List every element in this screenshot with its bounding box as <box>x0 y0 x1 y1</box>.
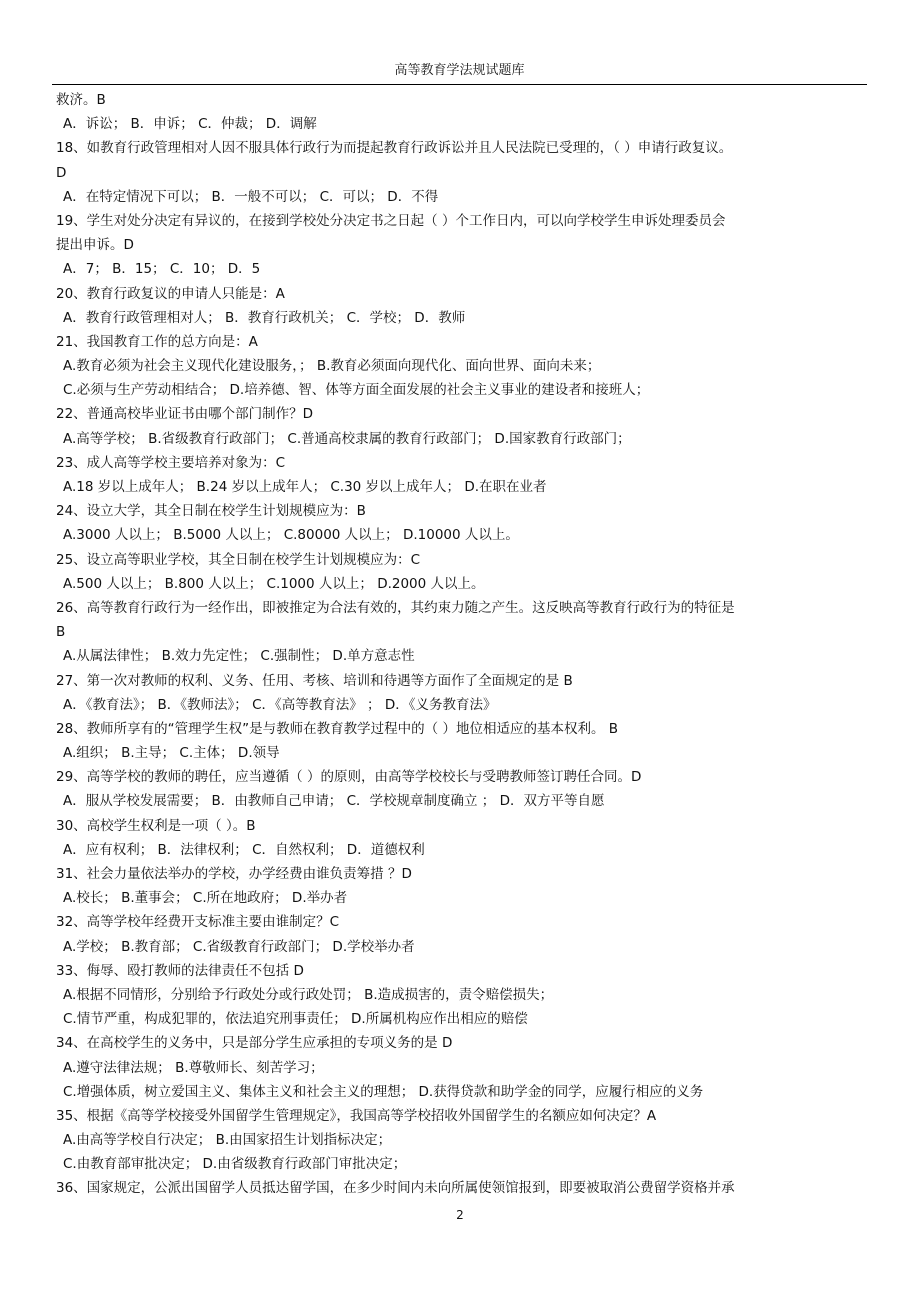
option-line: A．教育行政管理相对人； B．教育行政机关； C．学校； D．教师 <box>63 309 466 326</box>
question-line: 26、高等教育行政行为一经作出，即被推定为合法有效的，其约束力随之产生。这反映高等教育行政行为的特征是 <box>56 599 735 616</box>
option-line: C.情节严重，构成犯罪的，依法追究刑事责任； D.所属机构应作出相应的赔偿 <box>63 1011 528 1028</box>
page-header-title: 高等教育学法规试题库 <box>394 63 525 78</box>
option-line: A．《教育法》； B．《教师法》； C．《高等教育法》 ； D．《义务教育法》 <box>63 696 497 713</box>
option-line: C.由教育部审批决定； D.由省级教育行政部门审批决定； <box>63 1156 407 1173</box>
question-line: 25、设立高等职业学校，其全日制在校学生计划规模应为：C <box>56 551 421 568</box>
option-line: A.由高等学校自行决定； B.由国家招生计划指标决定； <box>63 1132 392 1149</box>
option-line: A.组织； B.主导； C.主体； D.领导 <box>63 745 280 762</box>
question-line: 22、普通高校毕业证书由哪个部门制作？D <box>56 406 314 423</box>
text-line: 救济。B <box>56 92 106 108</box>
option-line: A．服从学校发展需要； B．由教师自己申请； C．学校规章制度确立 ； D．双方平等自愿 <box>63 793 605 810</box>
question-line: 24、设立大学，其全日制在校学生计划规模应为：B <box>56 503 366 520</box>
question-line: 36、国家规定，公派出国留学人员抵达留学国，在多少时间内未向所属使领馆报到，即要被取消公费留学资格并承 <box>56 1180 735 1197</box>
header-rule <box>52 84 867 85</box>
option-line: A．7； B．15； C．10； D．5 <box>63 261 261 278</box>
question-line: 34、在高校学生的义务中，只是部分学生应承担的专项义务的是 D <box>56 1035 453 1052</box>
question-line: 29、高等学校的教师的聘任，应当遵循（ ）的原则，由高等学校校长与受聘教师签订聘任合同。D <box>56 769 642 786</box>
question-line: 33、侮辱、殴打教师的法律责任不包括 D <box>56 962 304 979</box>
question-line: 27、第一次对教师的权利、义务、任用、考核、培训和待遇等方面作了全面规定的是 B <box>56 672 573 689</box>
question-line: 28、教师所享有的“管理学生权”是与教师在教育教学过程中的（ ）地位相适应的基本权利。 B <box>56 720 619 737</box>
text-line: 提出申诉。D <box>56 237 134 254</box>
option-line: A.18 岁以上成年人； B.24 岁以上成年人； C.30 岁以上成年人； D.在职在业者 <box>63 479 547 495</box>
option-line: A.遵守法律法规； B.尊敬师长、刻苦学习； <box>63 1059 324 1076</box>
page-number: 2 <box>456 1208 464 1222</box>
document-body <box>56 88 868 1201</box>
text-line: B <box>56 624 66 641</box>
question-line: 31、社会力量依法举办的学校，办学经费由谁负责筹措 ？D <box>56 866 412 882</box>
question-line: 30、高校学生权利是一项（ ）。B <box>56 817 256 834</box>
option-line: A.3000 人以上； B.5000 人以上； C.80000 人以上； D.10000 人以上。 <box>63 527 519 544</box>
option-line: A.教育必须为社会主义现代化建设服务，； B.教育必须面向现代化、面向世界、面向未来； <box>63 358 601 375</box>
option-line: A.高等学校； B.省级教育行政部门； C.普通高校隶属的教育行政部门； D.国家教育行政部门； <box>63 430 631 447</box>
question-line: 23、成人高等学校主要培养对象为：C <box>56 454 286 471</box>
text-line: D <box>56 164 67 181</box>
question-line: 35、根据《高等学校接受外国留学生管理规定》，我国高等学校招收外国留学生的名额应如何决定？A <box>56 1107 657 1124</box>
question-line: 20、教育行政复议的申请人只能是：A <box>56 285 285 302</box>
option-line: C.必须与生产劳动相结合； D.培养德、智、体等方面全面发展的社会主义事业的建设者和接班人； <box>63 382 650 399</box>
option-line: C.增强体质，树立爱国主义、集体主义和社会主义的理想； D.获得贷款和助学金的同学，应履行相应的义务 <box>63 1083 704 1100</box>
option-line: A.根据不同情形，分别给予行政处分或行政处罚； B.造成损害的，责令赔偿损失； <box>63 986 554 1003</box>
option-line: A．在特定情况下可以； B．一般不可以； C．可以； D．不得 <box>63 188 439 205</box>
option-line: A．应有权利； B．法律权利； C．自然权利； D．道德权利 <box>63 841 425 858</box>
option-line: A.从属法律性； B.效力先定性； C.强制性； D.单方意志性 <box>63 648 415 665</box>
option-line: A．诉讼； B．申诉； C．仲裁； D．调解 <box>63 116 317 133</box>
question-line: 32、高等学校年经费开支标准主要由谁制定？C <box>56 914 340 931</box>
option-line: A.学校； B.教育部； C.省级教育行政部门； D.学校举办者 <box>63 938 415 955</box>
option-line: A.500 人以上； B.800 人以上； C.1000 人以上； D.2000 人以上。 <box>63 575 485 592</box>
question-line: 21、我国教育工作的总方向是：A <box>56 333 258 350</box>
question-line: 18、如教育行政管理相对人因不服具体行政行为而提起教育行政诉讼并且人民法院已受理的，（ ）申请行政复议。 <box>56 140 733 157</box>
question-line: 19、学生对处分决定有异议的，在接到学校处分决定书之日起（ ）个工作日内，可以向学校学生申诉处理委员会 <box>56 212 726 229</box>
option-line: A.校长； B.董事会； C.所在地政府； D.举办者 <box>63 890 348 907</box>
